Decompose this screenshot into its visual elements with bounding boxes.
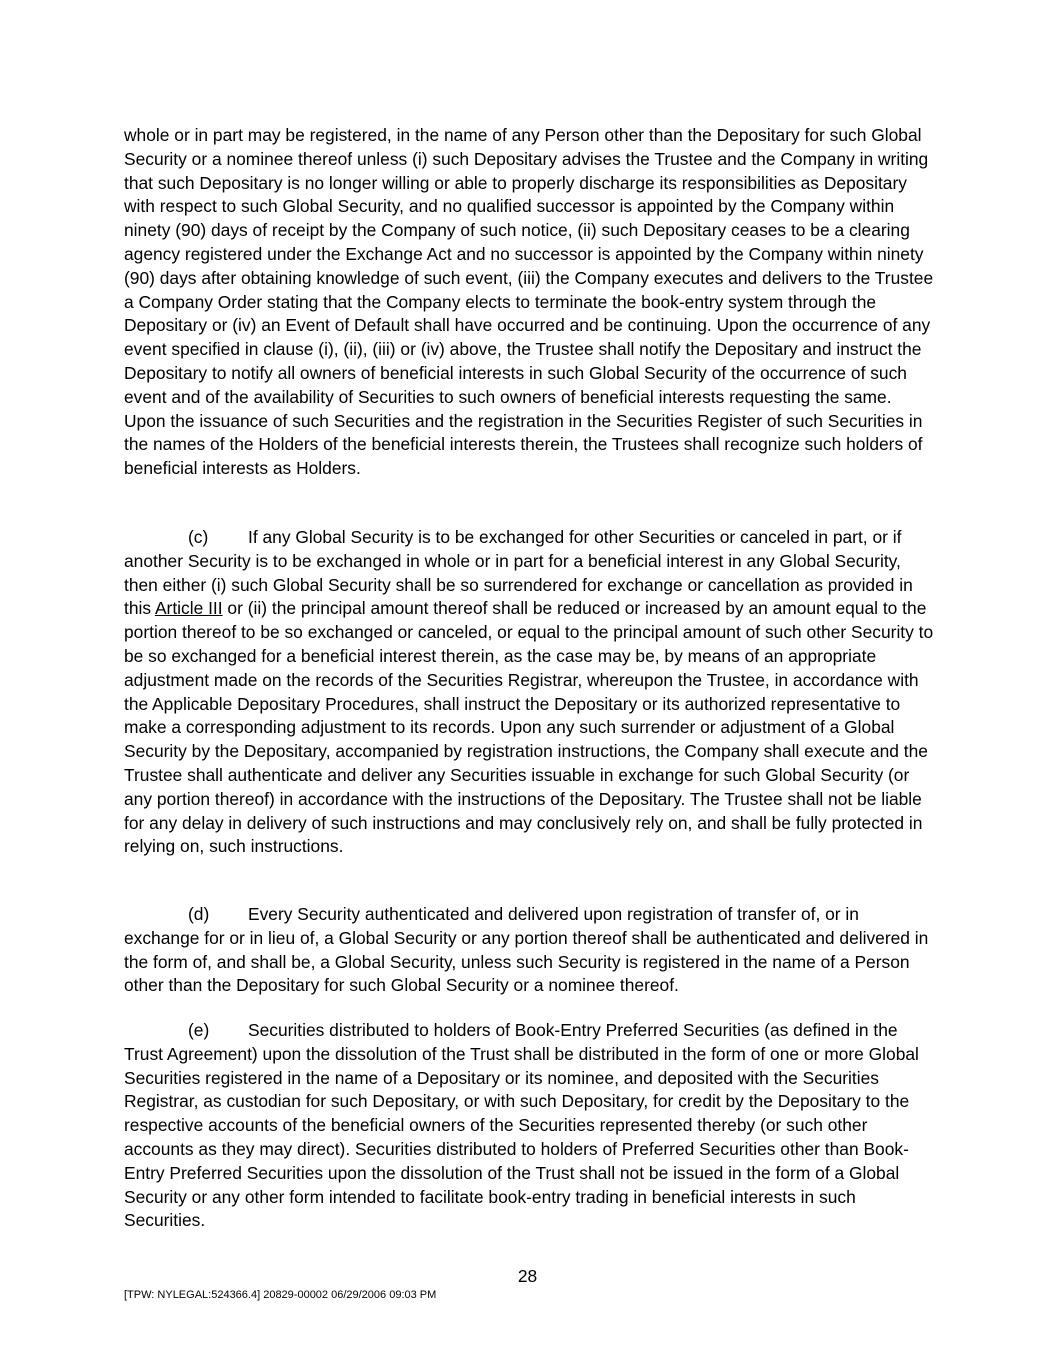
paragraph-d-text: Every Security authenticated and delivered upon registration of transfer of, or in exchange for or in lieu of, a Global Security or any portion thereof shall be authenticated and delivered in the form of, and shall be, a Global Security, unless such Security is registered in the name of a Person other than the Depositary for such Global Security or a nominee thereof. [124,904,929,996]
paragraph-intro: whole or in part may be registered, in the name of any Person other than the Depositary for such Global Security or a nominee thereof unless (i) such Depositary advises the Trustee and the Company in writing that such Depositary is no longer willing or able to properly discharge its responsibilities as Depositary with respect to such Global Security, and no qualified successor is appointed by the Company within ninety (90) days of receipt by the Company of such notice, (ii) such Depositary ceases to be a clearing agency registered under the Exchange Act and no successor is appointed by the Company within ninety (90) days after obtaining knowledge of such event, (iii) the Company executes and delivers to the Trustee a Company Order stating that the Company elects to terminate the book-entry system through the Depositary or (iv) an Event of Default shall have occurred and be continuing. Upon the occurrence of any event specified in clause (i), (ii), (iii) or (iv) above, the Trustee shall notify the Depositary and instruct the Depositary to notify all owners of beneficial interests in such Global Security of the occurrence of such event and of the availability of Securities to such owners of beneficial interests requesting the same. Upon the issuance of such Securities and the registration in the Securities Register of such Securities in the names of the Holders of the beneficial interests therein, the Trustees shall recognize such holders of beneficial interests as Holders. [124,125,934,479]
paragraph-e-text: Securities distributed to holders of Book-Entry Preferred Securities (as defined in the Trust Agreement) upon the dissolution of the Trust shall be distributed in the form of one or more Global Securities registered in the name of a Depositary or its nominee, and deposited with the Securities Registrar, as custodian for such Depositary, or with such Depositary, for credit by the Depositary to the respective accounts of the beneficial owners of the Securities represented thereby (or such other accounts as they may direct). Securities distributed to holders of Preferred Securities other than Book-Entry Preferred Securities upon the dissolution of the Trust shall not be issued in the form of a Global Security or any other form intended to facilitate book-entry trading in beneficial interests in such Securities. [124,1020,919,1231]
paragraph-d [124,903,936,998]
paragraph-c-text-end: or (ii) the principal amount thereof shall be reduced or increased by an amount equal to the portion thereof to be so exchanged or canceled, or equal to the principal amount of such other Security to be so exchanged for a beneficial interest therein, as the case may be, by means of an appropriate adjustment made on the records of the Securities Registrar, whereupon the Trustee, in accordance with the Applicable Depositary Procedures, shall instruct the Depositary or its authorized representative to make a corresponding adjustment to its records. Upon any such surrender or adjustment of a Global Security by the Depositary, accompanied by registration instructions, the Company shall execute and the Trustee shall authenticate and deliver any Securities issuable in exchange for such Global Security (or any portion thereof) in accordance with the instructions of the Depositary. The Trustee shall not be liable for any delay in delivery of such instructions and may conclusively rely on, and shall be fully protected in relying on, such instructions. [124,598,934,857]
article-iii-reference: Article III [154,598,223,619]
page-number: 28 [517,1266,538,1286]
paragraph-c-marker: (c) [188,527,209,547]
paragraph-c-text-start: If any Global Security is to be exchanged for other Securities or canceled in part, or if another Security is to be exchanged in whole or in part for a beneficial interest in any Global Security, then either (i) such Global Security shall be so surrendered for exchange or cancellation as provided in this [124,527,913,619]
paragraph-c [124,526,936,859]
paragraph-e-marker: (e) [188,1020,210,1040]
paragraph-d-marker: (d) [188,904,210,924]
document-footer: [TPW: NYLEGAL:524366.4] 20829-00002 06/29/2006 09:03 PM [124,1289,437,1301]
paragraph-e [124,1019,936,1233]
